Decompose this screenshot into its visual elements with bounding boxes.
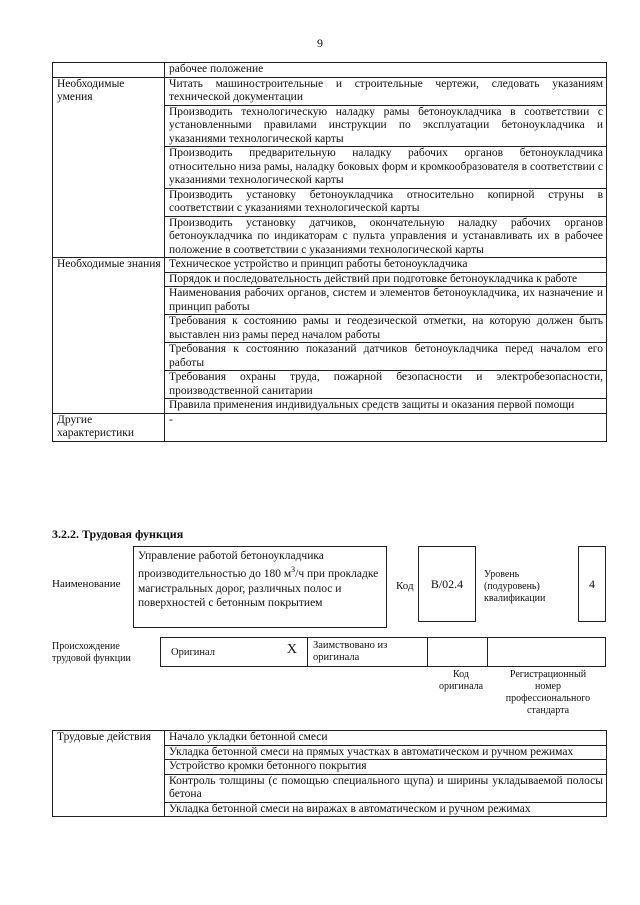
row-text: Производить установку датчиков, окончательную наладку рабочих органов бетоноукладчика по индикаторам с пульта управления и устанавливать их в рабочее положение в соответствии с указаниями технологической карты bbox=[165, 216, 607, 258]
row-text: Производить технологическую наладку рамы бетоноукладчика в соответствии с установленными правилами инструкции по эксплуатации бетоноукладчика и указаниями технологической карты bbox=[165, 105, 607, 147]
original-label: Оригинал bbox=[171, 647, 215, 658]
code-label: Код bbox=[396, 580, 414, 592]
row-text: Устройство кромки бетонного покрытия bbox=[165, 760, 607, 775]
origin-code-cell bbox=[427, 638, 488, 666]
table-row bbox=[53, 731, 607, 746]
original-cell bbox=[161, 638, 308, 666]
row-text: Требования к состоянию показаний датчиков бетоноукладчика перед началом его работы bbox=[165, 343, 607, 371]
row-text: рабочее положение bbox=[165, 63, 607, 78]
table-row bbox=[53, 77, 607, 105]
row-text: Производить предварительную наладку рабочих органов бетоноукладчика относительно низа рамы, наладку боковых форм и кромкообразователя в соответствии с указаниями технологической карты bbox=[165, 147, 607, 189]
reg-caption: Регистрационный номер профессионального стандарта bbox=[505, 669, 591, 716]
other-label: Другие характеристики bbox=[53, 413, 165, 441]
row-text: - bbox=[165, 413, 607, 441]
section-title: 3.2.2. Трудовая функция bbox=[52, 527, 184, 541]
skills-label: Необходимые умения bbox=[53, 77, 165, 258]
row-text: Правила применения индивидуальных средств защиты и оказания первой помощи bbox=[165, 399, 607, 414]
row-text: Производить установку бетоноукладчика относительно копирной струны в соответствии с указаниями технологической карты bbox=[165, 188, 607, 216]
row-text: Наименования рабочих органов, систем и элементов бетоноукладчика, их назначение и принцип работы bbox=[165, 287, 607, 315]
table-row bbox=[53, 63, 607, 78]
table-row bbox=[53, 258, 607, 273]
row-text: Требования к состоянию рамы и геодезической отметки, на которую должен быть выставлен низ рамы перед началом работы bbox=[165, 315, 607, 343]
knowledge-label: Необходимые знания bbox=[53, 258, 165, 414]
code-caption: Код оригинала bbox=[438, 669, 484, 692]
origin-label: Происхождение трудовой функции bbox=[52, 641, 131, 664]
row-label bbox=[53, 63, 165, 78]
labor-actions-table bbox=[52, 730, 607, 817]
row-text: Укладка бетонной смеси на виражах в автоматическом и ручном режимах bbox=[165, 802, 607, 817]
labor-actions-label: Трудовые действия bbox=[53, 731, 165, 817]
row-text: Читать машиностроительные и строительные чертежи, следовать указаниям технической документации bbox=[165, 77, 607, 105]
borrowed-cell bbox=[307, 638, 428, 666]
row-text: Укладка бетонной смеси на прямых участках в автоматическом и ручном режимах bbox=[165, 745, 607, 760]
level-label: Уровень (подуровень) квалификации bbox=[484, 569, 546, 604]
page-number: 9 bbox=[317, 36, 323, 50]
row-text: Требования охраны труда, пожарной безопасности и электробезопасности, производственной санитарии bbox=[165, 371, 607, 399]
level-value: 4 bbox=[578, 546, 606, 622]
origin-row bbox=[160, 637, 606, 667]
row-text: Начало укладки бетонной смеси bbox=[165, 731, 607, 746]
table-row bbox=[53, 413, 607, 441]
row-text: Порядок и последовательность действий при подготовке бетоноукладчика к работе bbox=[165, 272, 607, 287]
original-mark: X bbox=[286, 642, 297, 657]
function-name-value: Управление работой бетоноукладчика производительностью до 180 $м^3/ч$ при прокладке магистральных дорог, различных полос и поверхностей с бетонным покрытием bbox=[138, 550, 379, 610]
borrowed-label: Заимствовано из оригинала bbox=[313, 640, 388, 663]
name-label: Наименование bbox=[52, 578, 121, 590]
function-name-box bbox=[133, 546, 387, 628]
row-text: Контроль толщины (с помощью специального щупа) и ширины укладываемой полосы бетона bbox=[165, 774, 607, 802]
row-text: Техническое устройство и принцип работы бетоноукладчика bbox=[165, 258, 607, 273]
reg-number-cell bbox=[487, 638, 605, 666]
requirements-table bbox=[52, 62, 607, 442]
code-value: B/02.4 bbox=[418, 546, 476, 622]
